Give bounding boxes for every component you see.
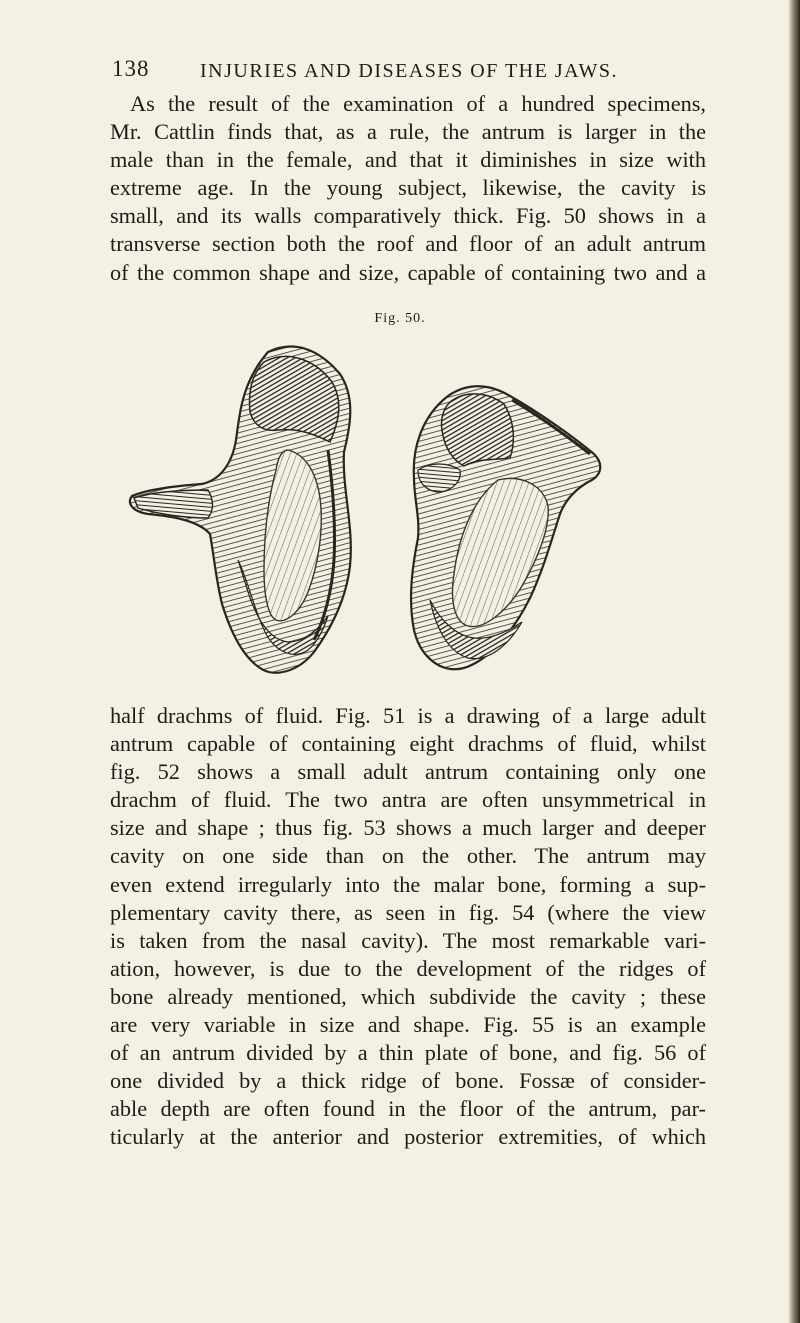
text-line: ation, however, is due to the development of the ridges of xyxy=(110,955,706,981)
page-header xyxy=(112,56,712,86)
text-line: even extend irregularly into the malar bone, forming a sup- xyxy=(110,871,706,897)
text-line: antrum capable of containing eight drachms of fluid, whilst xyxy=(110,731,706,757)
text-line: size and shape ; thus fig. 53 shows a much larger and deeper xyxy=(110,815,706,841)
text-line: plementary cavity there, as seen in fig. 54 (where the view xyxy=(110,899,706,925)
text-line: fig. 52 shows a small adult antrum containing only one xyxy=(110,759,706,785)
text-line: male than in the female, and that it diminishes in size with xyxy=(110,147,706,173)
antrum-section-illustration xyxy=(118,330,690,690)
page-number: 138 xyxy=(112,56,150,81)
text-line: small, and its walls comparatively thick. Fig. 50 shows in a xyxy=(110,203,706,229)
text-line: cavity on one side than on the other. The antrum may xyxy=(110,843,706,869)
text-line: ticularly at the anterior and posterior extremities, of which xyxy=(110,1124,706,1150)
text-line: one divided by a thick ridge of bone. Fossæ of consider- xyxy=(110,1068,706,1094)
text-line: half drachms of fluid. Fig. 51 is a drawing of a large adult xyxy=(110,703,706,728)
text-line: transverse section both the roof and floor of an adult antrum xyxy=(110,231,706,257)
text-line: bone already mentioned, which subdivide the cavity ; these xyxy=(110,983,706,1009)
text-line: As the result of the examination of a hundred specimens, xyxy=(130,91,706,116)
text-line: Mr. Cattlin finds that, as a rule, the antrum is larger in the xyxy=(110,119,706,145)
text-line: extreme age. In the young subject, likewise, the cavity is xyxy=(110,175,706,201)
text-line: are very variable in size and shape. Fig. 55 is an example xyxy=(110,1012,706,1038)
left-specimen xyxy=(130,347,351,673)
paragraph-top xyxy=(110,90,706,287)
figure-caption: Fig. 50. xyxy=(374,311,426,326)
text-line: drachm of fluid. The two antra are often unsymmetrical in xyxy=(110,787,706,813)
text-line: able depth are often found in the floor of the antrum, par- xyxy=(110,1096,706,1122)
text-line: is taken from the nasal cavity). The most remarkable vari- xyxy=(110,927,706,953)
text-line: of an antrum divided by a thin plate of bone, and fig. 56 of xyxy=(110,1040,706,1066)
right-roof-shadow xyxy=(441,394,513,466)
paragraph-bottom xyxy=(110,702,706,1152)
right-specimen xyxy=(411,386,600,669)
page-edge-shadow xyxy=(788,0,800,1323)
running-head: INJURIES AND DISEASES OF THE JAWS. xyxy=(200,60,618,82)
text-line: of the common shape and size, capable of containing two and a xyxy=(110,259,706,285)
